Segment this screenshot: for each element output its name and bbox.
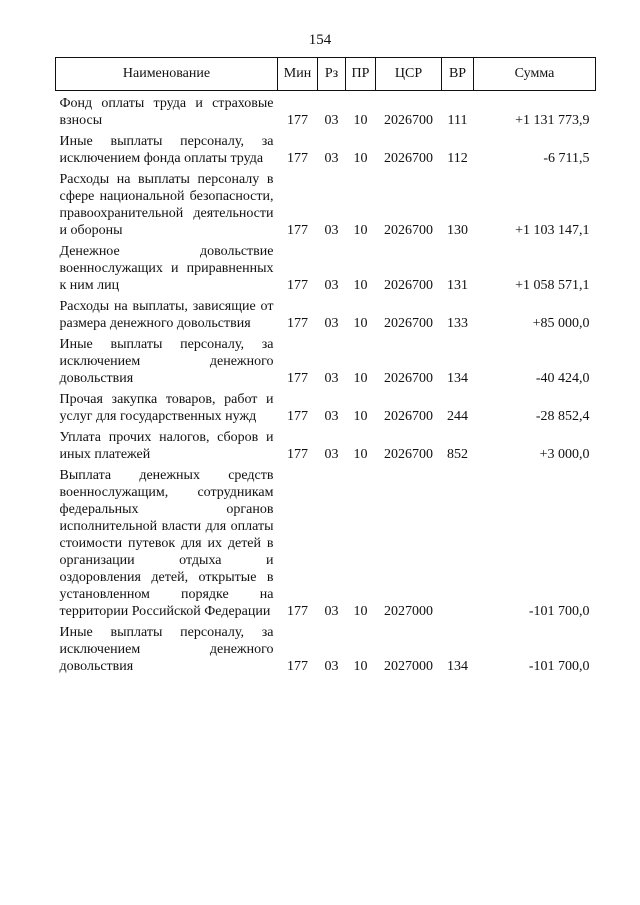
row-csr: 2026700	[384, 409, 433, 424]
row-sum: -28 852,4	[535, 409, 590, 424]
row-min: 177	[287, 113, 308, 128]
row-sum: +1 131 773,9	[515, 113, 590, 128]
row-csr: 2027000	[384, 659, 433, 674]
table-row	[56, 391, 596, 425]
row-csr: 2026700	[384, 316, 433, 331]
row-csr: 2027000	[384, 604, 433, 619]
row-min: 177	[287, 409, 308, 424]
row-rz: 03	[324, 151, 339, 166]
row-vr: 133	[447, 316, 468, 331]
row-sum: -6 711,5	[543, 151, 590, 166]
row-vr: 111	[447, 113, 468, 128]
row-sum: -101 700,0	[528, 604, 590, 619]
row-name: Иные выплаты персоналу, за исключением денежного довольствия	[59, 625, 274, 674]
row-pr: 10	[353, 447, 368, 462]
row-pr: 10	[353, 223, 368, 238]
row-name: Иные выплаты персоналу, за исключением денежного довольствия	[59, 337, 274, 386]
header-sum: Сумма	[474, 58, 596, 91]
header-rz: Рз	[318, 58, 346, 91]
table-row	[56, 467, 596, 620]
row-rz: 03	[324, 604, 339, 619]
row-min: 177	[287, 316, 308, 331]
row-min: 177	[287, 659, 308, 674]
row-csr: 2026700	[384, 278, 433, 293]
header-vr: ВР	[442, 58, 474, 91]
row-rz: 03	[324, 223, 339, 238]
header-pr: ПР	[346, 58, 376, 91]
row-rz: 03	[324, 371, 339, 386]
header-csr: ЦСР	[376, 58, 442, 91]
row-sum: -101 700,0	[528, 659, 590, 674]
row-vr: 134	[447, 371, 468, 386]
row-csr: 2026700	[384, 223, 433, 238]
row-sum: +3 000,0	[539, 447, 590, 462]
row-vr	[442, 467, 474, 620]
table-row	[56, 171, 596, 239]
row-rz: 03	[324, 409, 339, 424]
row-csr: 2026700	[384, 371, 433, 386]
row-name: Иные выплаты персоналу, за исключением фонда оплаты труда	[59, 134, 274, 166]
row-min: 177	[287, 223, 308, 238]
row-vr: 131	[447, 278, 468, 293]
row-vr: 112	[447, 151, 468, 166]
table-row	[56, 429, 596, 463]
table-header-row	[56, 58, 596, 91]
row-name: Прочая закупка товаров, работ и услуг для государственных нужд	[59, 392, 274, 424]
row-min: 177	[287, 447, 308, 462]
row-min: 177	[287, 278, 308, 293]
row-pr: 10	[353, 316, 368, 331]
table-row	[56, 298, 596, 332]
row-name: Выплата денежных средств военнослужащим, сотрудникам федеральных органов исполнительной власти для оплаты стоимости путевок для их детей в организации отдыха и оздоровления детей, открытые в установленном порядке на территории Российской Федерации	[59, 468, 274, 619]
table-row	[56, 624, 596, 675]
row-name: Уплата прочих налогов, сборов и иных платежей	[59, 430, 274, 462]
row-csr: 2026700	[384, 113, 433, 128]
row-csr: 2026700	[384, 447, 433, 462]
row-rz: 03	[324, 113, 339, 128]
budget-table	[55, 57, 596, 675]
page-number: 154	[308, 32, 332, 48]
row-rz: 03	[324, 316, 339, 331]
row-rz: 03	[324, 278, 339, 293]
row-pr: 10	[353, 113, 368, 128]
row-name: Фонд оплаты труда и страховые взносы	[59, 96, 274, 128]
table-row	[56, 243, 596, 294]
row-pr: 10	[353, 409, 368, 424]
table-row	[56, 95, 596, 129]
row-name: Расходы на выплаты, зависящие от размера денежного довольствия	[59, 299, 274, 331]
row-sum: -40 424,0	[535, 371, 590, 386]
row-sum: +85 000,0	[532, 316, 590, 331]
row-min: 177	[287, 151, 308, 166]
row-min: 177	[287, 371, 308, 386]
row-min: 177	[287, 604, 308, 619]
row-sum: +1 103 147,1	[515, 223, 590, 238]
row-vr: 134	[447, 659, 468, 674]
row-csr: 2026700	[384, 151, 433, 166]
row-sum: +1 058 571,1	[515, 278, 590, 293]
header-min: Мин	[278, 58, 318, 91]
row-vr: 130	[447, 223, 468, 238]
row-name: Расходы на выплаты персоналу в сфере национальной безопасности, правоохранительной деятельности и обороны	[59, 172, 274, 238]
row-name: Денежное довольствие военнослужащих и приравненных к ним лиц	[59, 244, 274, 293]
row-pr: 10	[353, 604, 368, 619]
row-pr: 10	[353, 659, 368, 674]
row-pr: 10	[353, 278, 368, 293]
row-vr: 852	[447, 447, 468, 462]
row-vr: 244	[447, 409, 468, 424]
table-row	[56, 336, 596, 387]
row-pr: 10	[353, 151, 368, 166]
header-name: Наименование	[56, 58, 278, 91]
row-rz: 03	[324, 659, 339, 674]
row-pr: 10	[353, 371, 368, 386]
row-rz: 03	[324, 447, 339, 462]
table-row	[56, 133, 596, 167]
